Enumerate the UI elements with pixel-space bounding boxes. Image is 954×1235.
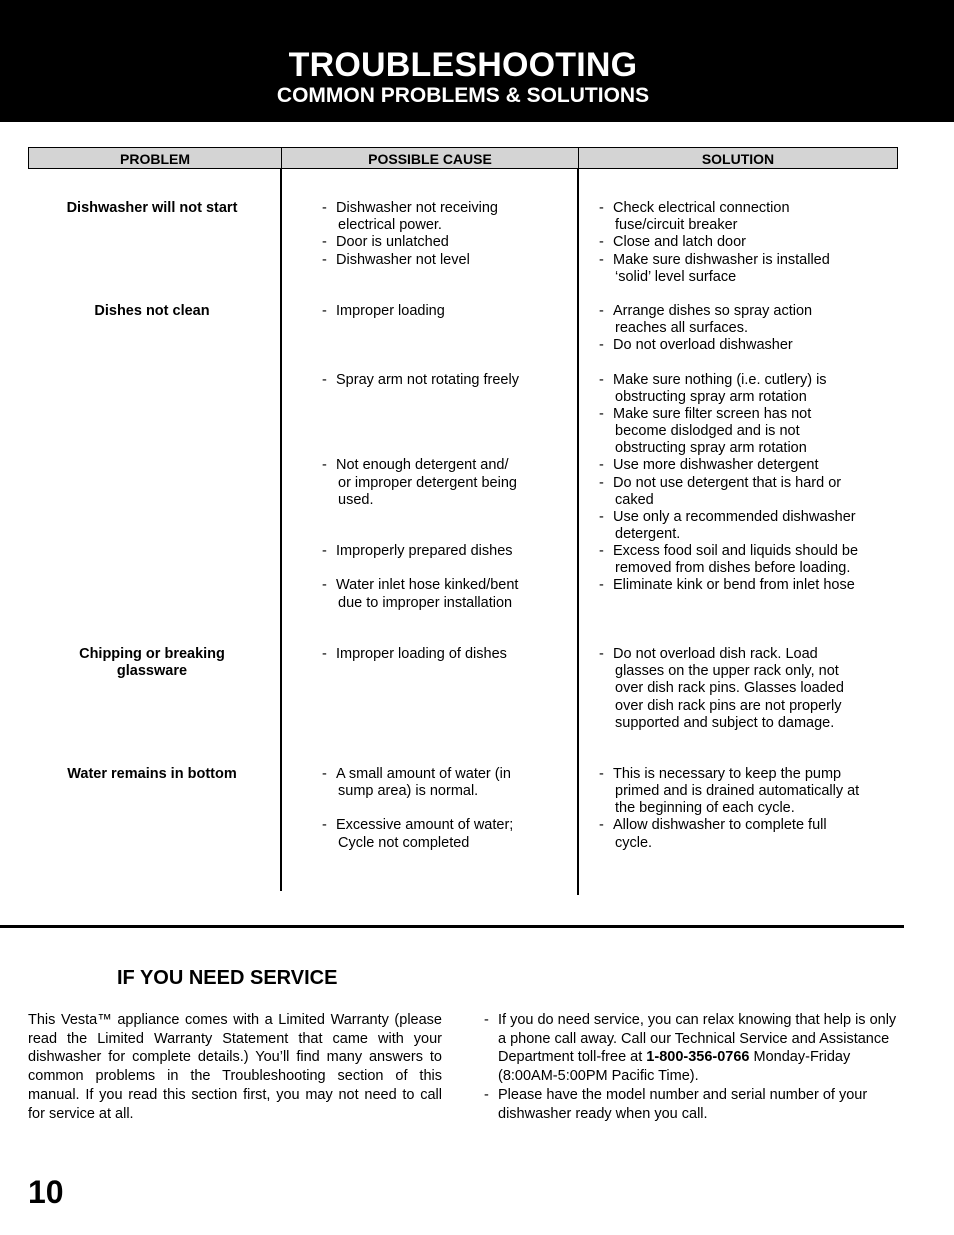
section-divider xyxy=(0,925,904,928)
cause-continuation: sump area) is normal. xyxy=(338,783,479,799)
solution-continuation: over dish rack pins. Glasses loaded xyxy=(615,680,844,696)
page-header xyxy=(0,0,954,122)
problem-label: Chipping or breaking glassware xyxy=(79,646,225,680)
page-number: 10 xyxy=(28,1174,64,1210)
column-divider xyxy=(577,169,579,895)
solution-continuation: supported and subject to damage. xyxy=(615,715,835,731)
service-section-title: IF YOU NEED SERVICE xyxy=(117,967,338,989)
cause-continuation: due to improper installation xyxy=(338,595,513,611)
problem-label: Water remains in bottom xyxy=(67,766,237,782)
solution-continuation: obstructing spray arm rotation xyxy=(615,389,807,405)
service-list-item: - Please have the model number and serial number of your dishwasher ready when you call. xyxy=(484,1086,868,1122)
service-model-number-text: Please have the model number and serial number of your dishwasher ready when you call. xyxy=(498,1086,868,1122)
solution-continuation: become dislodged and is not xyxy=(615,423,800,439)
column-header-solution: SOLUTION xyxy=(578,147,898,169)
service-call-text: If you do need service, you can relax knowing that help is only a phone call away. Call our Technical Service and Assistance Department toll-free at xyxy=(498,1012,897,1066)
service-phone-number: 1-800-356-0766 xyxy=(646,1049,750,1066)
column-divider xyxy=(280,169,282,891)
solution-continuation: cycle. xyxy=(615,835,653,851)
solution-continuation: glasses on the upper rack only, not xyxy=(615,663,839,679)
cause-continuation: used. xyxy=(338,492,374,508)
solution-continuation: reaches all surfaces. xyxy=(615,320,748,336)
page-subtitle: COMMON PROBLEMS & SOLUTIONS xyxy=(276,84,650,107)
service-list xyxy=(484,1011,904,1123)
solution-continuation: obstructing spray arm rotation xyxy=(615,440,807,456)
problem-label: Dishwasher will not start xyxy=(66,200,238,216)
solution-continuation: caked xyxy=(615,492,654,508)
service-warranty-paragraph: This Vesta™ appliance comes with a Limited Warranty (please read the Limited Warranty Statement that came with your dishwasher for complete details.) You’ll find many answers to common problems in the Troubleshooting section of this manual. If you read this section first, you may not need to call for service at all. xyxy=(28,1012,442,1122)
solution-continuation: removed from dishes before loading. xyxy=(615,560,851,576)
service-hours: Monday-Friday (8:00AM-5:00PM Pacific Time). xyxy=(498,1049,851,1085)
page-title: TROUBLESHOOTING xyxy=(288,46,638,84)
solution-continuation: fuse/circuit breaker xyxy=(615,217,738,233)
cause-continuation: Cycle not completed xyxy=(338,835,470,851)
solution-continuation: detergent. xyxy=(615,526,681,542)
service-list-item: - If you do need service, you can relax knowing that help is only a phone call away. Call our Technical Service and Assistance Department toll-free at 1-800-356-0766 Monday-Friday (8:00AM-5:00PM Pacific Time). xyxy=(484,1012,897,1085)
solution-continuation: the beginning of each cycle. xyxy=(615,800,795,816)
solution-continuation: ‘solid’ level surface xyxy=(615,269,737,285)
solution-continuation: over dish rack pins are not properly xyxy=(615,698,842,714)
problem-label: Dishes not clean xyxy=(94,303,210,319)
solution-continuation: primed and is drained automatically at xyxy=(615,783,860,799)
column-header-problem: PROBLEM xyxy=(28,147,282,169)
column-header-possible-cause: POSSIBLE CAUSE xyxy=(281,147,579,169)
cause-continuation: or improper detergent being xyxy=(338,475,517,491)
cause-continuation: electrical power. xyxy=(338,217,442,233)
